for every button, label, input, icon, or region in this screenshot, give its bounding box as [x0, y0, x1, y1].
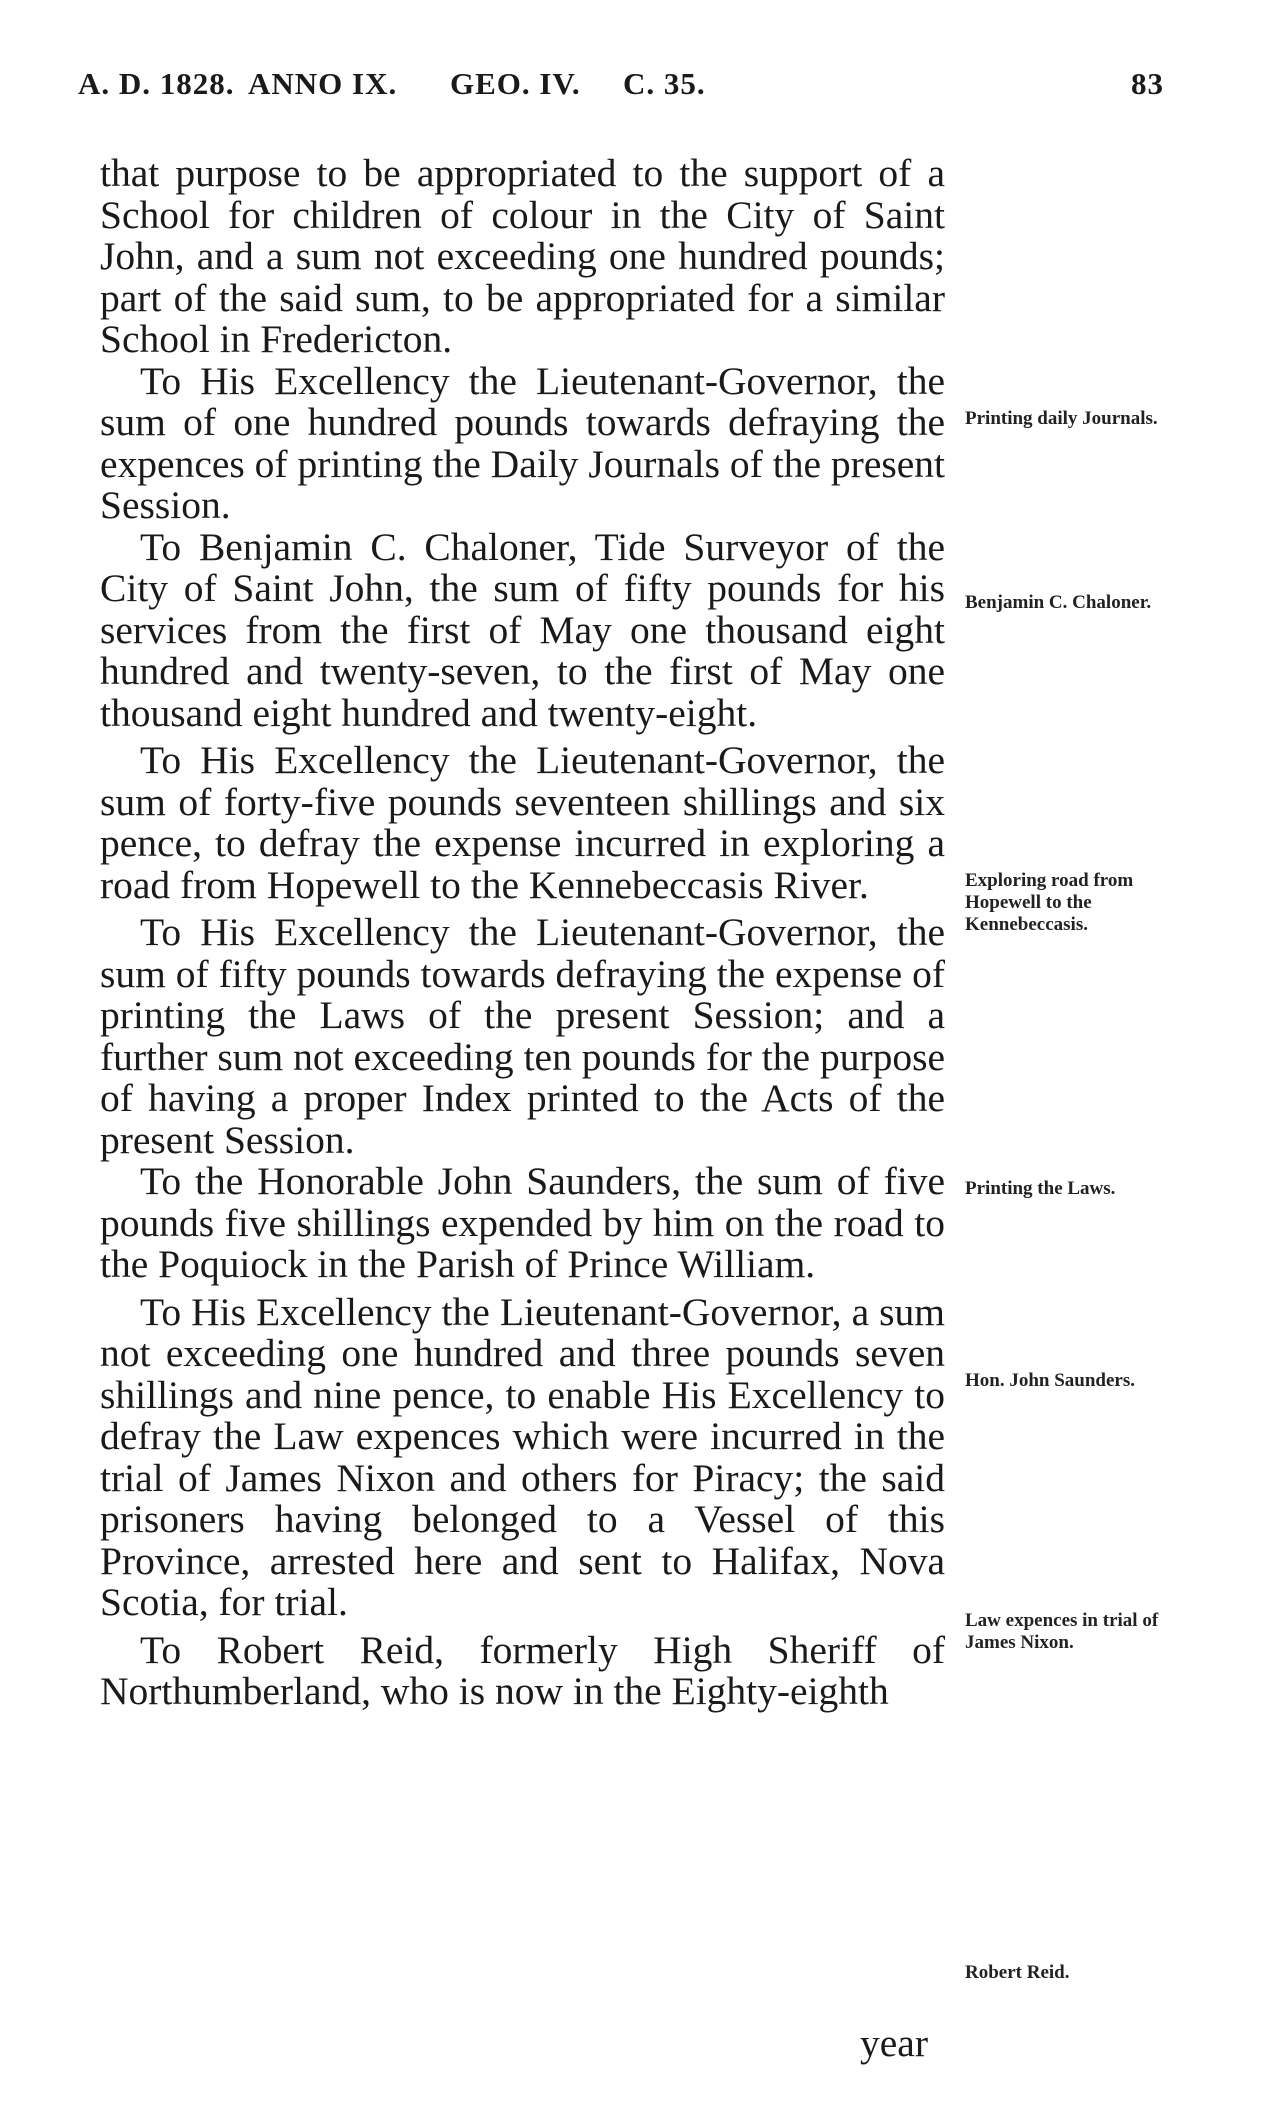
paragraph-robert-reid: To Robert Reid, formerly High Sheriff of Northumberland, who is now in the Eighty-eighth — [100, 1627, 945, 1713]
margin-note-robert-reid: Robert Reid. — [965, 1962, 1070, 1983]
paragraph-printing-laws: To His Excellency the Lieutenant-Governor, the sum of fifty pounds towards defraying the expense of printing the Laws of the present Session; and a further sum not exceeding ten pounds for the purpose of having a proper Index printed to the Acts of the present Session. — [100, 910, 945, 1162]
paragraph-school: that purpose to be appropriated to the support of a School for children of colour in the City of Saint John, and a sum not exceeding one hundred pounds; part of the said sum, to be appropriated for a similar School in Fredericton. — [100, 151, 945, 361]
margin-note-printing-laws: Printing the Laws. — [965, 1178, 1116, 1199]
margin-note-printing-journals: Printing daily Journals. — [965, 408, 1158, 429]
paragraph-daily-journals: To His Excellency the Lieutenant-Governor, the sum of one hundred pounds towards defraying the expences of printing the Daily Journals of the present Session. — [100, 358, 945, 527]
header-reign: GEO. IV. — [450, 66, 581, 101]
paragraph-chaloner: To Benjamin C. Chaloner, Tide Surveyor of the City of Saint John, the sum of fifty pounds for his services from the first of May one thousand eight hundred and twenty-seven, to the first of May one thousand eight hundred and twenty-eight. — [100, 524, 945, 735]
margin-note-exploring-road: Exploring road from Hopewell to the Kennebeccasis. — [965, 870, 1134, 935]
running-header — [78, 66, 1178, 116]
header-year: A. D. 1828. — [78, 66, 235, 101]
header-chapter: C. 35. — [623, 66, 706, 101]
header-anno: ANNO IX. — [248, 66, 398, 101]
body-text — [100, 153, 945, 1713]
margin-note-john-saunders: Hon. John Saunders. — [965, 1370, 1136, 1391]
margin-note-james-nixon: Law expences in trial of James Nixon. — [965, 1610, 1159, 1653]
paragraph-john-saunders: To the Honorable John Saunders, the sum of five pounds five shillings expended by him on the road to the Poquiock in the Parish of Prince William. — [100, 1159, 945, 1286]
catchword: year — [860, 2021, 928, 2065]
paragraph-james-nixon: To His Excellency the Lieutenant-Governor, a sum not exceeding one hundred and three pounds seven shillings and nine pence, to enable His Excellency to defray the Law expences which were incurred in the trial of James Nixon and others for Piracy; the said prisoners having belonged to a Vessel of this Province, arrested here and sent to Halifax, Nova Scotia, for trial. — [100, 1289, 945, 1624]
paragraph-exploring-road: To His Excellency the Lieutenant-Governor, the sum of forty-five pounds seventeen shillings and six pence, to defray the expense incurred in exploring a road from Hopewell to the Kennebeccasis River. — [100, 738, 945, 907]
margin-note-chaloner: Benjamin C. Chaloner. — [965, 592, 1152, 613]
header-page-number: 83 — [1131, 66, 1164, 101]
